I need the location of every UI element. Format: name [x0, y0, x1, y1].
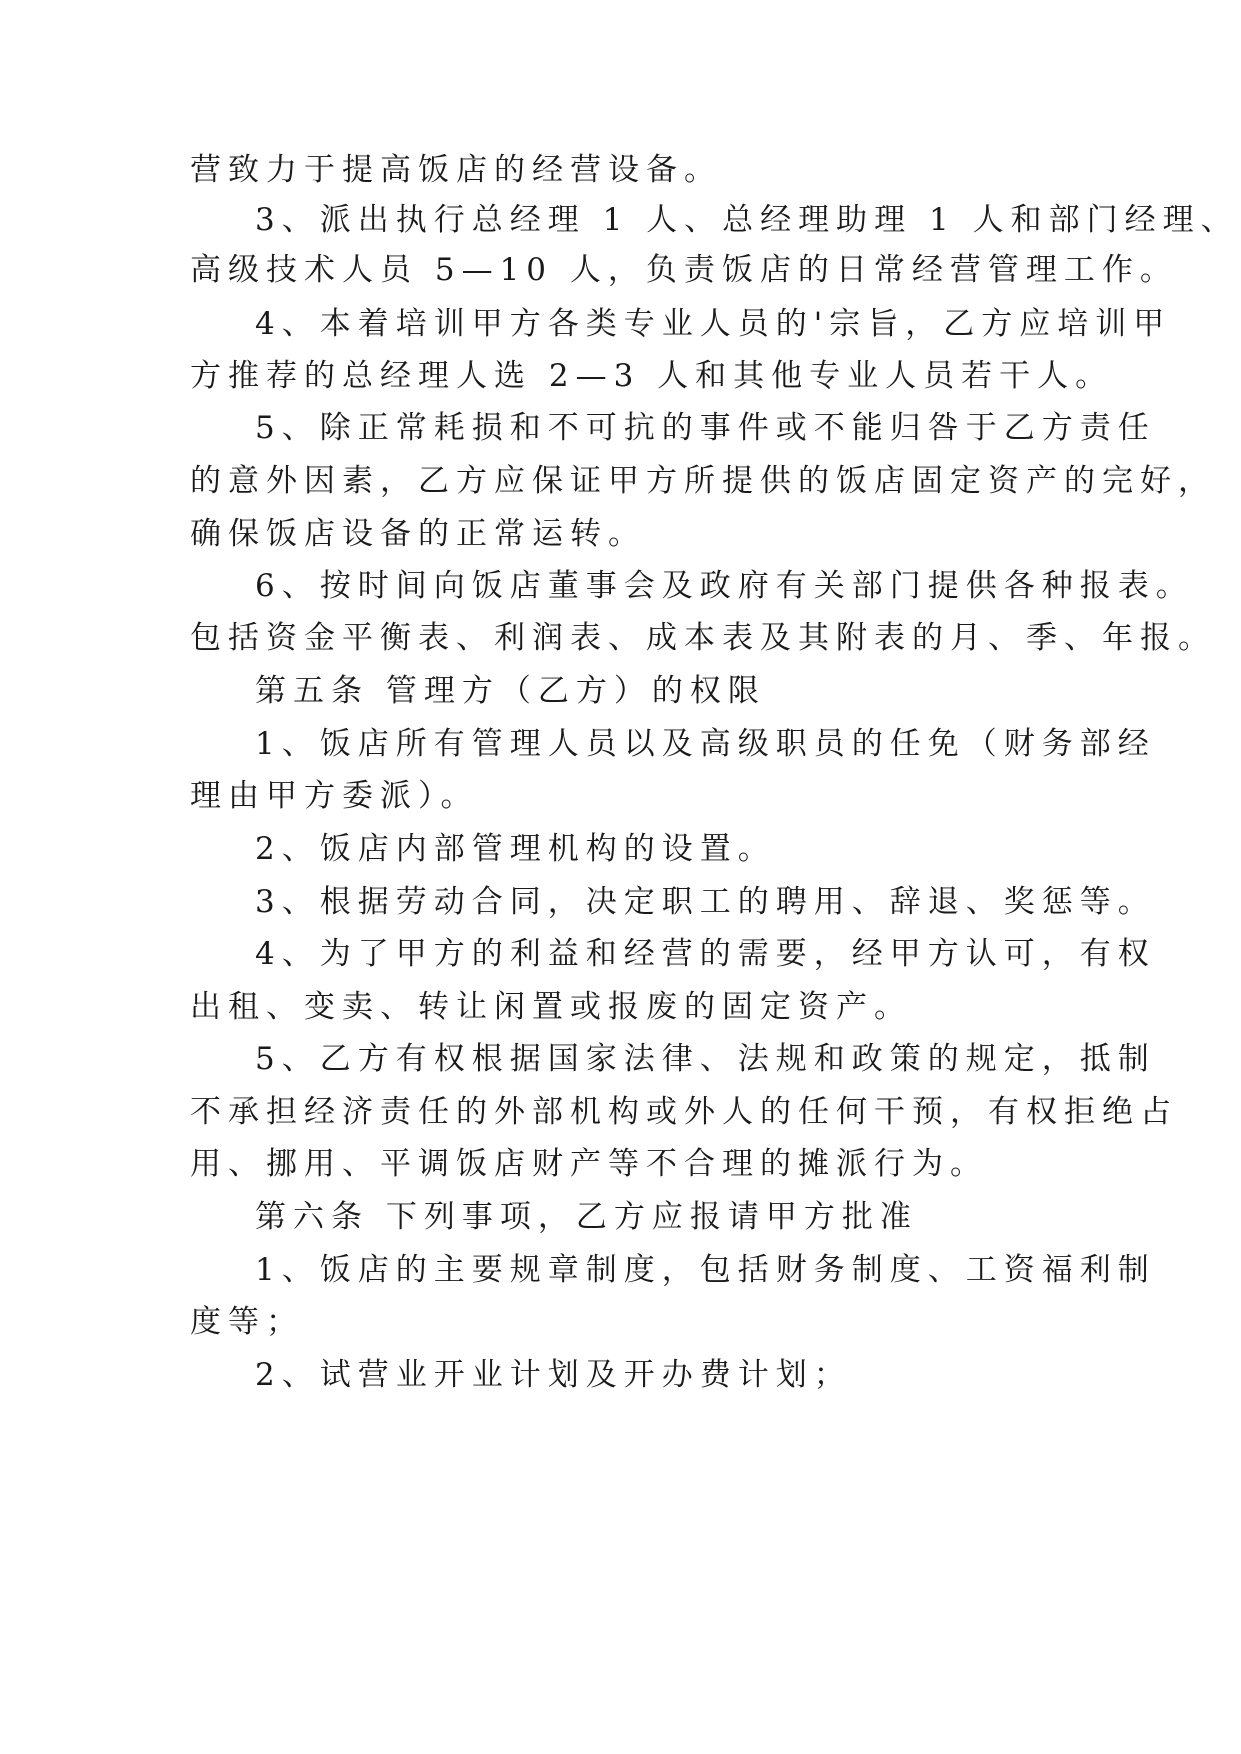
text-line: 5、除正常耗损和不可抗的事件或不能归咎于乙方责任	[255, 410, 1156, 446]
text-line: 理由甲方委派）。	[190, 778, 479, 814]
text-line: 1、饭店所有管理人员以及高级职员的任免（财务部经	[255, 726, 1156, 762]
text-line: 的意外因素，乙方应保证甲方所提供的饭店固定资产的完好，	[190, 463, 1216, 499]
section-heading: 第五条 管理方（乙方）的权限	[255, 673, 766, 709]
text-line: 确保饭店设备的正常运转。	[190, 516, 646, 552]
text-line: 用、挪用、平调饭店财产等不合理的摊派行为。	[190, 1146, 988, 1182]
text-line: 不承担经济责任的外部机构或外人的任何干预，有权拒绝占	[190, 1094, 1178, 1130]
text-line: 2、试营业开业计划及开办费计划；	[255, 1357, 852, 1393]
text-line: 3、根据劳动合同，决定职工的聘用、辞退、奖惩等。	[255, 884, 1156, 920]
text-line: 出租、变卖、转让闲置或报废的固定资产。	[190, 989, 912, 1025]
text-line: 1、饭店的主要规章制度，包括财务制度、工资福利制	[255, 1252, 1156, 1288]
text-line: 5、乙方有权根据国家法律、法规和政策的规定，抵制	[255, 1041, 1156, 1077]
text-line: 4、为了甲方的利益和经营的需要，经甲方认可，有权	[255, 936, 1156, 972]
text-line: 营致力于提高饭店的经营设备。	[190, 152, 722, 188]
text-line: 高级技术人员 5—10 人，负责饭店的日常经营管理工作。	[190, 252, 1178, 288]
text-line: 4、本着培训甲方各类专业人员的'宗旨，乙方应培训甲	[255, 306, 1172, 342]
text-line: 2、饭店内部管理机构的设置。	[255, 831, 776, 867]
section-heading: 第六条 下列事项，乙方应报请甲方批准	[255, 1199, 918, 1235]
text-line: 方推荐的总经理人选 2—3 人和其他专业人员若干人。	[190, 358, 1114, 394]
text-line: 3、派出执行总经理 1 人、总经理助理 1 人和部门经理、	[255, 202, 1239, 238]
text-line: 包括资金平衡表、利润表、成本表及其附表的月、季、年报。	[190, 620, 1216, 656]
text-line: 度等；	[190, 1304, 304, 1340]
text-line: 6、按时间向饭店董事会及政府有关部门提供各种报表。	[255, 568, 1194, 604]
